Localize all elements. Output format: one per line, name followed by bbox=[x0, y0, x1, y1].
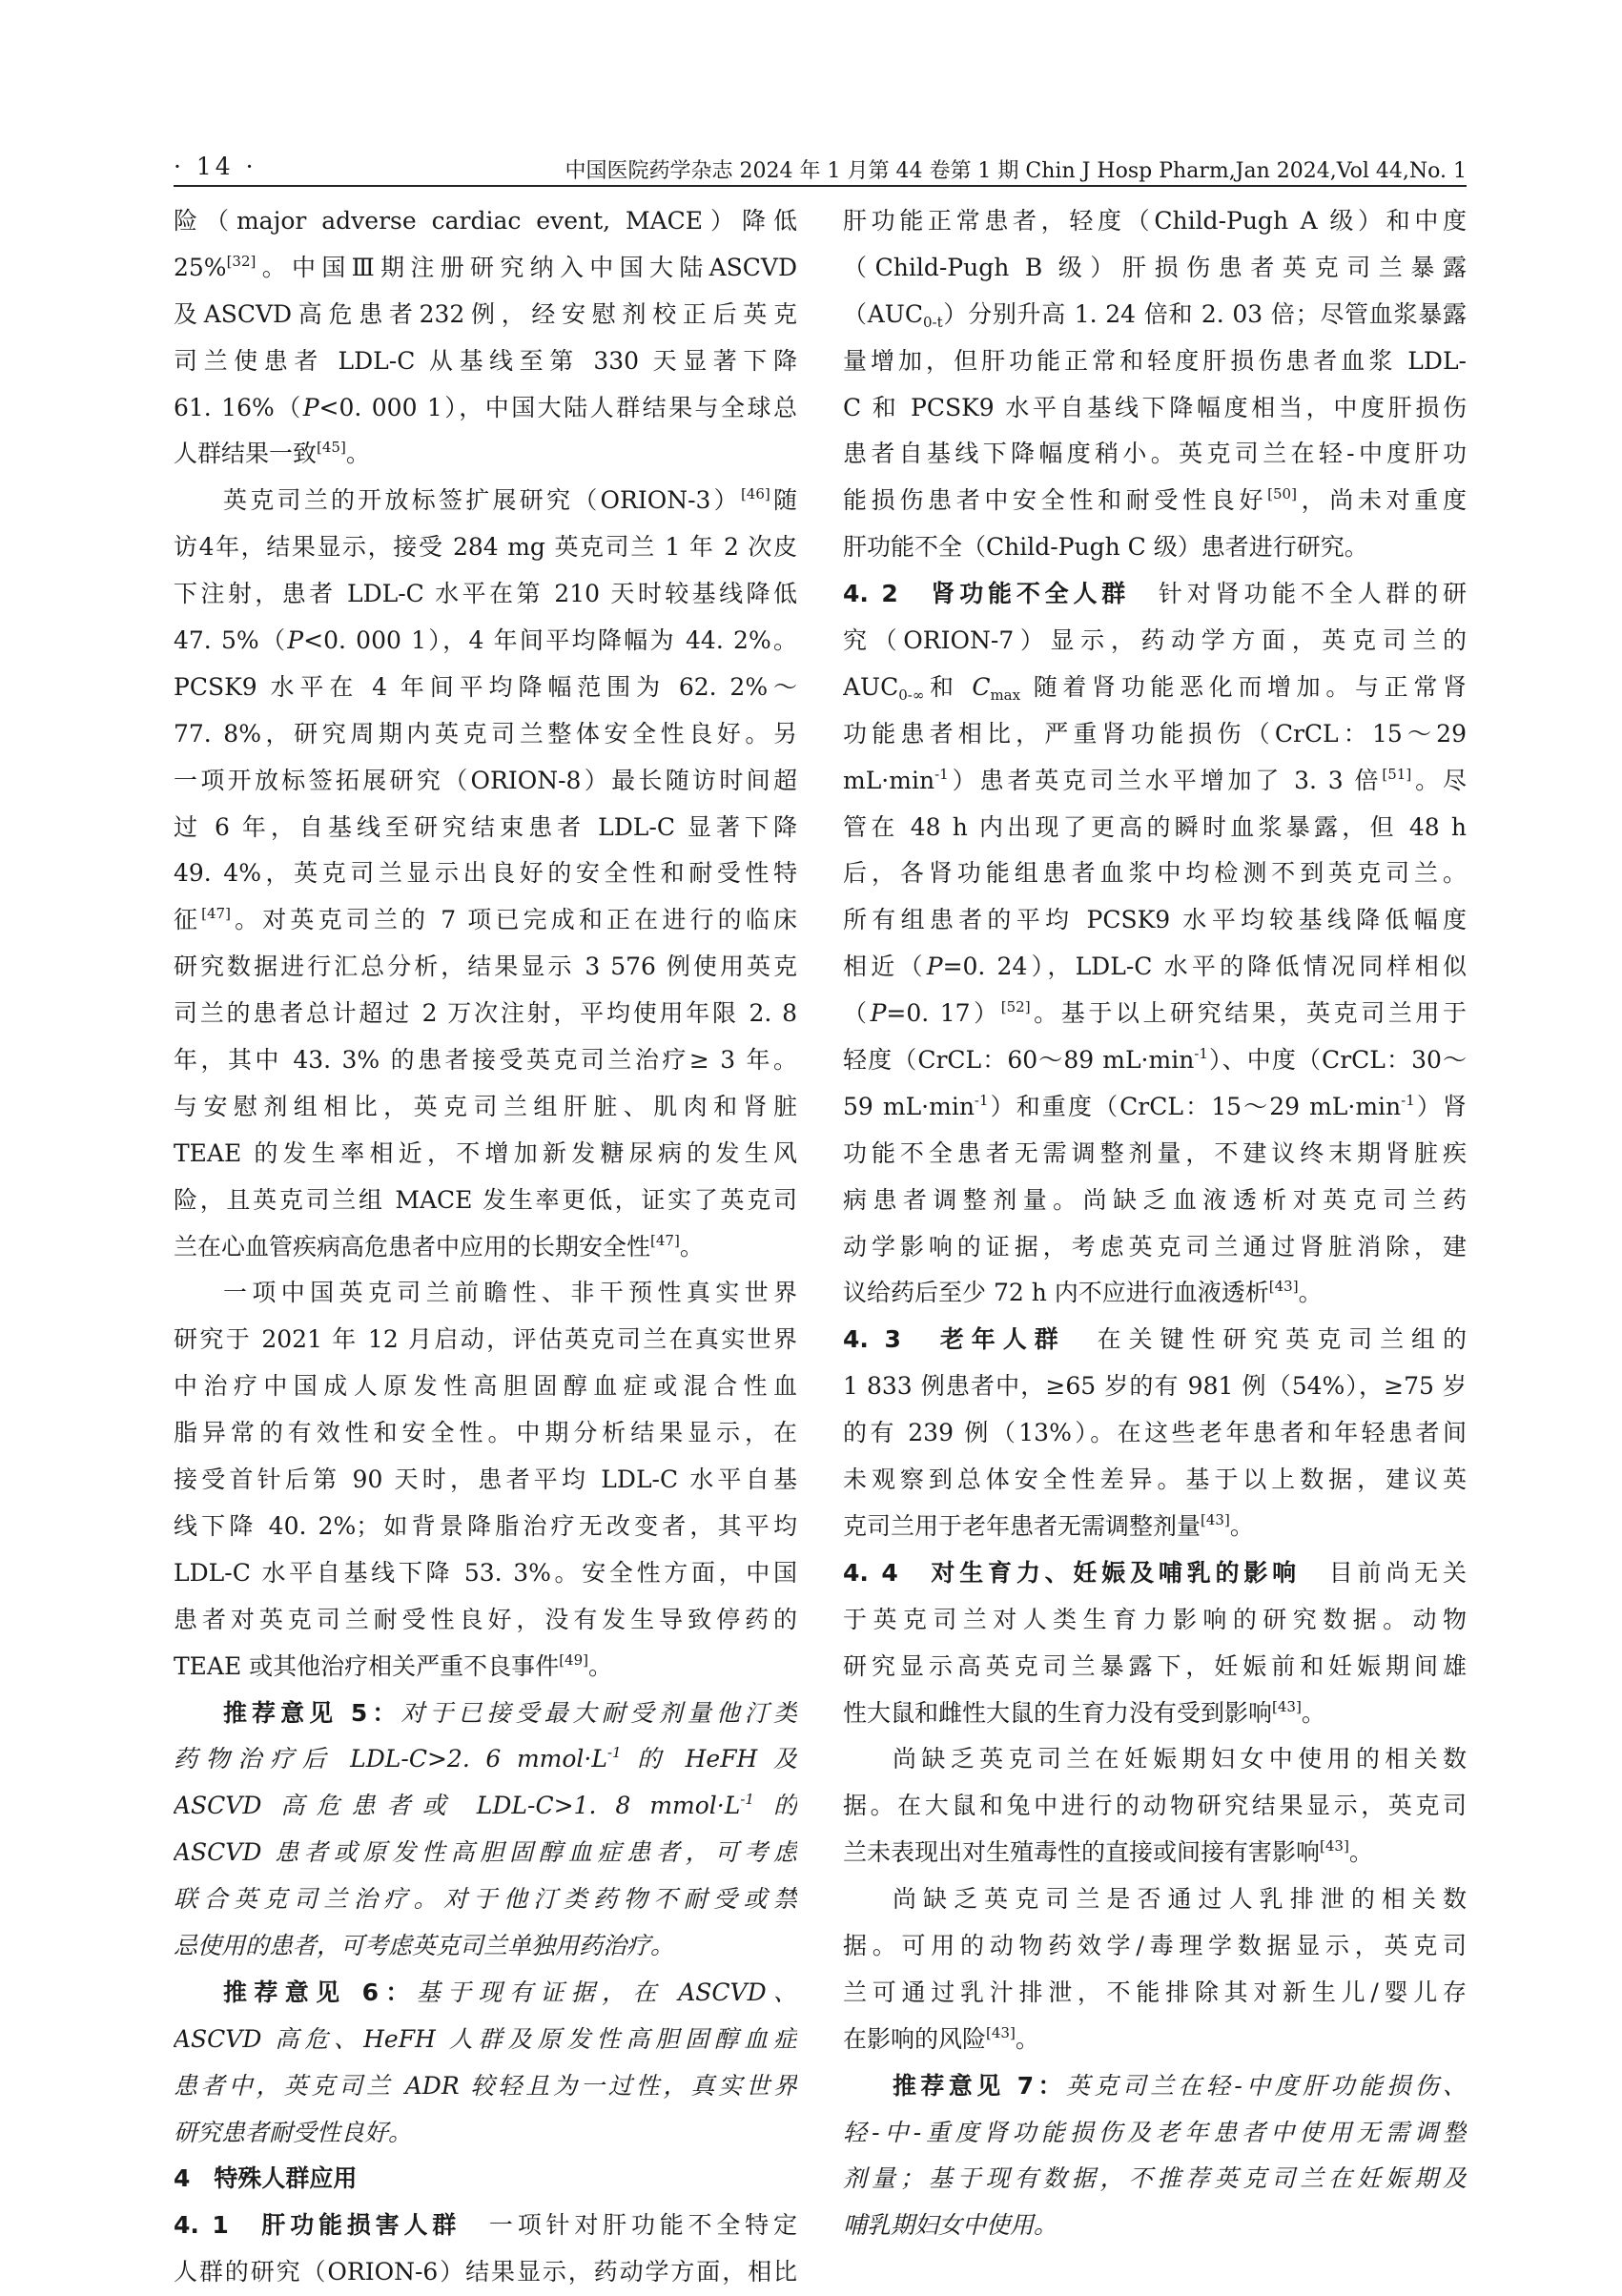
text-line: $mL\cdot\min^{-1}$）患者英克司兰水平增加了 3. 3 倍[51]。尽 bbox=[843, 765, 1467, 794]
text-line: 的有 239 例（13%）。在这些老年患者和年轻患者间 bbox=[843, 1419, 1467, 1447]
text-line: PCSK9 水平在 4 年间平均降幅范围为 62. 2%～ bbox=[174, 672, 797, 701]
text-line: 中治疗中国成人原发性高胆固醇血症或混合性血 bbox=[174, 1372, 797, 1401]
text-line: 过 6 年，自基线至研究结束患者 LDL-C 显著下降 bbox=[174, 812, 797, 841]
text-line: 于英克司兰对人类生育力影响的研究数据。动物 bbox=[843, 1605, 1467, 1633]
text-line: 研究患者耐受性良好。 bbox=[174, 2118, 413, 2146]
text-line: 兰在心血管疾病高危患者中应用的长期安全性[47]。 bbox=[174, 1231, 704, 1261]
header-rule bbox=[174, 185, 1467, 187]
text-line: TEAE 的发生率相近，不增加新发糖尿病的发生风 bbox=[174, 1138, 797, 1167]
text-line: 剂量；基于现有数据，不推荐英克司兰在妊娠期及 bbox=[843, 2164, 1467, 2193]
text-line: 哺乳期妇女中使用。 bbox=[843, 2211, 1058, 2240]
text-line: 4. 1 肝功能损害人群 一项针对肝功能不全特定 bbox=[174, 2211, 797, 2240]
text-line: 在影响的风险[43]。 bbox=[843, 2023, 1039, 2053]
text-line: 1 833 例患者中，≥65 岁的有 981 例（54%），≥75 岁 bbox=[843, 1372, 1467, 1401]
text-line: 未观察到总体安全性差异。基于以上数据，建议英 bbox=[843, 1466, 1467, 1494]
text-line: 功能不全患者无需调整剂量，不建议终末期肾脏疾 bbox=[843, 1138, 1467, 1167]
text-line: $AUC_{0-\infty}$和 $C_{max}$ 随着肾功能恶化而增加。与正常肾 bbox=[843, 672, 1467, 704]
text-line: 克司兰用于老年患者无需调整剂量[43]。 bbox=[843, 1510, 1254, 1540]
text-line: 英克司兰的开放标签扩展研究（ORION-3）[46]随 bbox=[223, 485, 797, 515]
text-line: 4. 4 对生育力、妊娠及哺乳的影响 目前尚无关 bbox=[843, 1558, 1467, 1587]
text-line: TEAE 或其他治疗相关严重不良事件[49]。 bbox=[174, 1650, 612, 1680]
text-line: 25%[32]。中国Ⅲ期注册研究纳入中国大陆ASCVD bbox=[174, 252, 797, 281]
text-line: 47. 5%（P<0. 000 1），4 年间平均降幅为 44. 2%。 bbox=[174, 626, 797, 655]
right-column bbox=[843, 198, 1467, 2249]
text-line: 病患者调整剂量。尚缺乏血液透析对英克司兰药 bbox=[843, 1185, 1467, 1214]
text-line: 据。在大鼠和兔中进行的动物研究结果显示，英克司 bbox=[843, 1792, 1467, 1820]
text-line: 线下降 40. 2%；如背景降脂治疗无改变者，其平均 bbox=[174, 1511, 797, 1540]
text-line: 患者对英克司兰耐受性良好，没有发生导致停药的 bbox=[174, 1605, 797, 1633]
text-line: 所有组患者的平均 PCSK9 水平均较基线降低幅度 bbox=[843, 906, 1467, 934]
text-line: $(AUC_{0-t})$分别升高 1. 24 倍和 2. 03 倍；尽管血浆暴露 bbox=[843, 299, 1467, 331]
text-line: 量增加，但肝功能正常和轻度肝损伤患者血浆 LDL- bbox=[843, 346, 1467, 375]
text-line: 一项中国英克司兰前瞻性、非干预性真实世界 bbox=[223, 1279, 797, 1307]
text-line: 接受首针后第 90 天时，患者平均 LDL-C 水平自基 bbox=[174, 1466, 797, 1494]
text-line: 研究数据进行汇总分析，结果显示 3 576 例使用英克 bbox=[174, 953, 797, 981]
text-line: 肝功能不全（Child-Pugh C 级）患者进行研究。 bbox=[843, 533, 1368, 562]
text-line: 61. 16%（P<0. 000 1），中国大陆人群结果与全球总 bbox=[174, 393, 797, 421]
text-line: 访4年，结果显示，接受 284 mg 英克司兰 1 年 2 次皮 bbox=[174, 533, 797, 562]
text-line: 后，各肾功能组患者血浆中均检测不到英克司兰。 bbox=[843, 859, 1467, 888]
text-line: 司兰的患者总计超过 2 万次注射，平均使用年限 2. 8 bbox=[174, 999, 797, 1028]
text-line: 人群结果一致[45]。 bbox=[174, 439, 370, 468]
text-line: 轻度（CrCL：60～89 $mL\cdot\min^{-1}$）、中度（CrCL：30～ bbox=[843, 1045, 1467, 1075]
text-line: 4 特殊人群应用 bbox=[174, 2164, 358, 2193]
text-line: 推荐意见 6：基于现有证据，在 ASCVD、 bbox=[223, 1978, 797, 2006]
text-line: 59 $mL\cdot\min^{-1}$）和重度（CrCL：15～29 $mL\cdot\min^{-1}$）肾 bbox=[843, 1091, 1467, 1120]
text-line: 管在 48 h 内出现了更高的瞬时血浆暴露，但 48 h bbox=[843, 812, 1467, 841]
text-line: 肝功能正常患者，轻度（Child-Pugh A 级）和中度 bbox=[843, 207, 1467, 235]
text-line: 联合英克司兰治疗。对于他汀类药物不耐受或禁 bbox=[174, 1885, 797, 1914]
text-line: 人群的研究（ORION-6）结果显示，药动学方面，相比 bbox=[174, 2258, 797, 2286]
text-line: ASCVD 高危患者或 LDL-C>1. 8 $mmol\cdot L^{-1}$ 的 bbox=[174, 1791, 797, 1820]
text-line: 征[47]。对英克司兰的 7 项已完成和正在进行的临床 bbox=[174, 905, 797, 934]
left-column bbox=[174, 198, 797, 2296]
text-line: 推荐意见 7：英克司兰在轻-中度肝功能损伤、 bbox=[893, 2071, 1467, 2100]
text-line: 77. 8%，研究周期内英克司兰整体安全性良好。另 bbox=[174, 719, 797, 748]
text-line: 险，且英克司兰组 MACE 发生率更低，证实了英克司 bbox=[174, 1185, 797, 1214]
text-line: 尚缺乏英克司兰在妊娠期妇女中使用的相关数 bbox=[893, 1745, 1467, 1773]
text-line: 性大鼠和雌性大鼠的生育力没有受到影响[43]。 bbox=[843, 1697, 1325, 1727]
text-line: 据。可用的动物药效学/毒理学数据显示，英克司 bbox=[843, 1931, 1467, 1959]
text-line: 与安慰剂组相比，英克司兰组肝脏、肌肉和肾脏 bbox=[174, 1092, 797, 1120]
text-line: 药物治疗后 LDL-C>2. 6 $mmol\cdot L^{-1}$ 的 HeFH 及 bbox=[174, 1744, 797, 1773]
text-line: 49. 4%，英克司兰显示出良好的安全性和耐受性特 bbox=[174, 859, 797, 888]
text-line: （Child-Pugh B 级）肝损伤患者英克司兰暴露 bbox=[843, 253, 1467, 281]
text-line: 研究显示高英克司兰暴露下，妊娠前和妊娠期间雄 bbox=[843, 1651, 1467, 1680]
running-header bbox=[174, 153, 1467, 183]
text-line: 兰未表现出对生殖毒性的直接或间接有害影响[43]。 bbox=[843, 1837, 1373, 1867]
text-line: 下注射，患者 LDL-C 水平在第 210 天时较基线降低 bbox=[174, 580, 797, 608]
text-line: 脂异常的有效性和安全性。中期分析结果显示，在 bbox=[174, 1419, 797, 1447]
text-line: 尚缺乏英克司兰是否通过人乳排泄的相关数 bbox=[893, 1885, 1467, 1914]
text-line: 4. 3 老年人群 在关键性研究英克司兰组的 bbox=[843, 1325, 1467, 1354]
text-line: 功能患者相比，严重肾功能损伤（CrCL：15～29 bbox=[843, 719, 1467, 748]
text-line: 议给药后至少 72 h 内不应进行血液透析[43]。 bbox=[843, 1278, 1323, 1307]
text-line: 及ASCVD高危患者232例，经安慰剂校正后英克 bbox=[174, 299, 797, 328]
text-line: （P=0. 17）[52]。基于以上研究结果，英克司兰用于 bbox=[843, 998, 1467, 1028]
text-line: 4. 2 肾功能不全人群 针对肾功能不全人群的研 bbox=[843, 580, 1467, 608]
text-line: 推荐意见 5：对于已接受最大耐受剂量他汀类 bbox=[223, 1698, 797, 1727]
text-line: 忌使用的患者，可考虑英克司兰单独用药治疗。 bbox=[174, 1931, 675, 1959]
text-line: 究（ORION-7）显示，药动学方面，英克司兰的 bbox=[843, 626, 1467, 655]
text-line: 兰可通过乳汁排泄，不能排除其对新生儿/婴儿存 bbox=[843, 1978, 1467, 2006]
journal-citation: 中国医院药学杂志 2024 年 1 月第 44 卷第 1 期 Chin J Hosp Pharm,Jan 2024,Vol 44,No. 1 bbox=[565, 159, 1467, 183]
text-line: 患者中，英克司兰 ADR 较轻且为一过性，真实世界 bbox=[174, 2071, 797, 2100]
text-line: 能损伤患者中安全性和耐受性良好[50]，尚未对重度 bbox=[843, 485, 1467, 515]
text-line: 相近（P=0. 24），LDL-C 水平的降低情况同样相似 bbox=[843, 953, 1467, 981]
text-line: 研究于 2021 年 12 月启动，评估英克司兰在真实世界 bbox=[174, 1325, 797, 1354]
text-line: 险（major adverse cardiac event, MACE）降低 bbox=[174, 207, 797, 235]
text-line: 年，其中 43. 3% 的患者接受英克司兰治疗≥ 3 年。 bbox=[174, 1046, 797, 1075]
text-line: 一项开放标签拓展研究（ORION-8）最长随访时间超 bbox=[174, 766, 797, 794]
text-line: 动学影响的证据，考虑英克司兰通过肾脏消除，建 bbox=[843, 1232, 1467, 1261]
text-line: 患者自基线下降幅度稍小。英克司兰在轻-中度肝功 bbox=[843, 440, 1467, 468]
page-number: · 14 · bbox=[174, 153, 257, 180]
text-line: 轻-中-重度肾功能损伤及老年患者中使用无需调整 bbox=[843, 2118, 1467, 2146]
text-line: LDL-C 水平自基线下降 53. 3%。安全性方面，中国 bbox=[174, 1558, 797, 1587]
text-line: ASCVD 高危、HeFH 人群及原发性高胆固醇血症 bbox=[174, 2024, 797, 2053]
text-line: ASCVD 患者或原发性高胆固醇血症患者，可考虑 bbox=[174, 1838, 797, 1867]
text-line: 司兰使患者 LDL-C 从基线至第 330 天显著下降 bbox=[174, 346, 797, 375]
text-line: C 和 PCSK9 水平自基线下降幅度相当，中度肝损伤 bbox=[843, 393, 1467, 421]
